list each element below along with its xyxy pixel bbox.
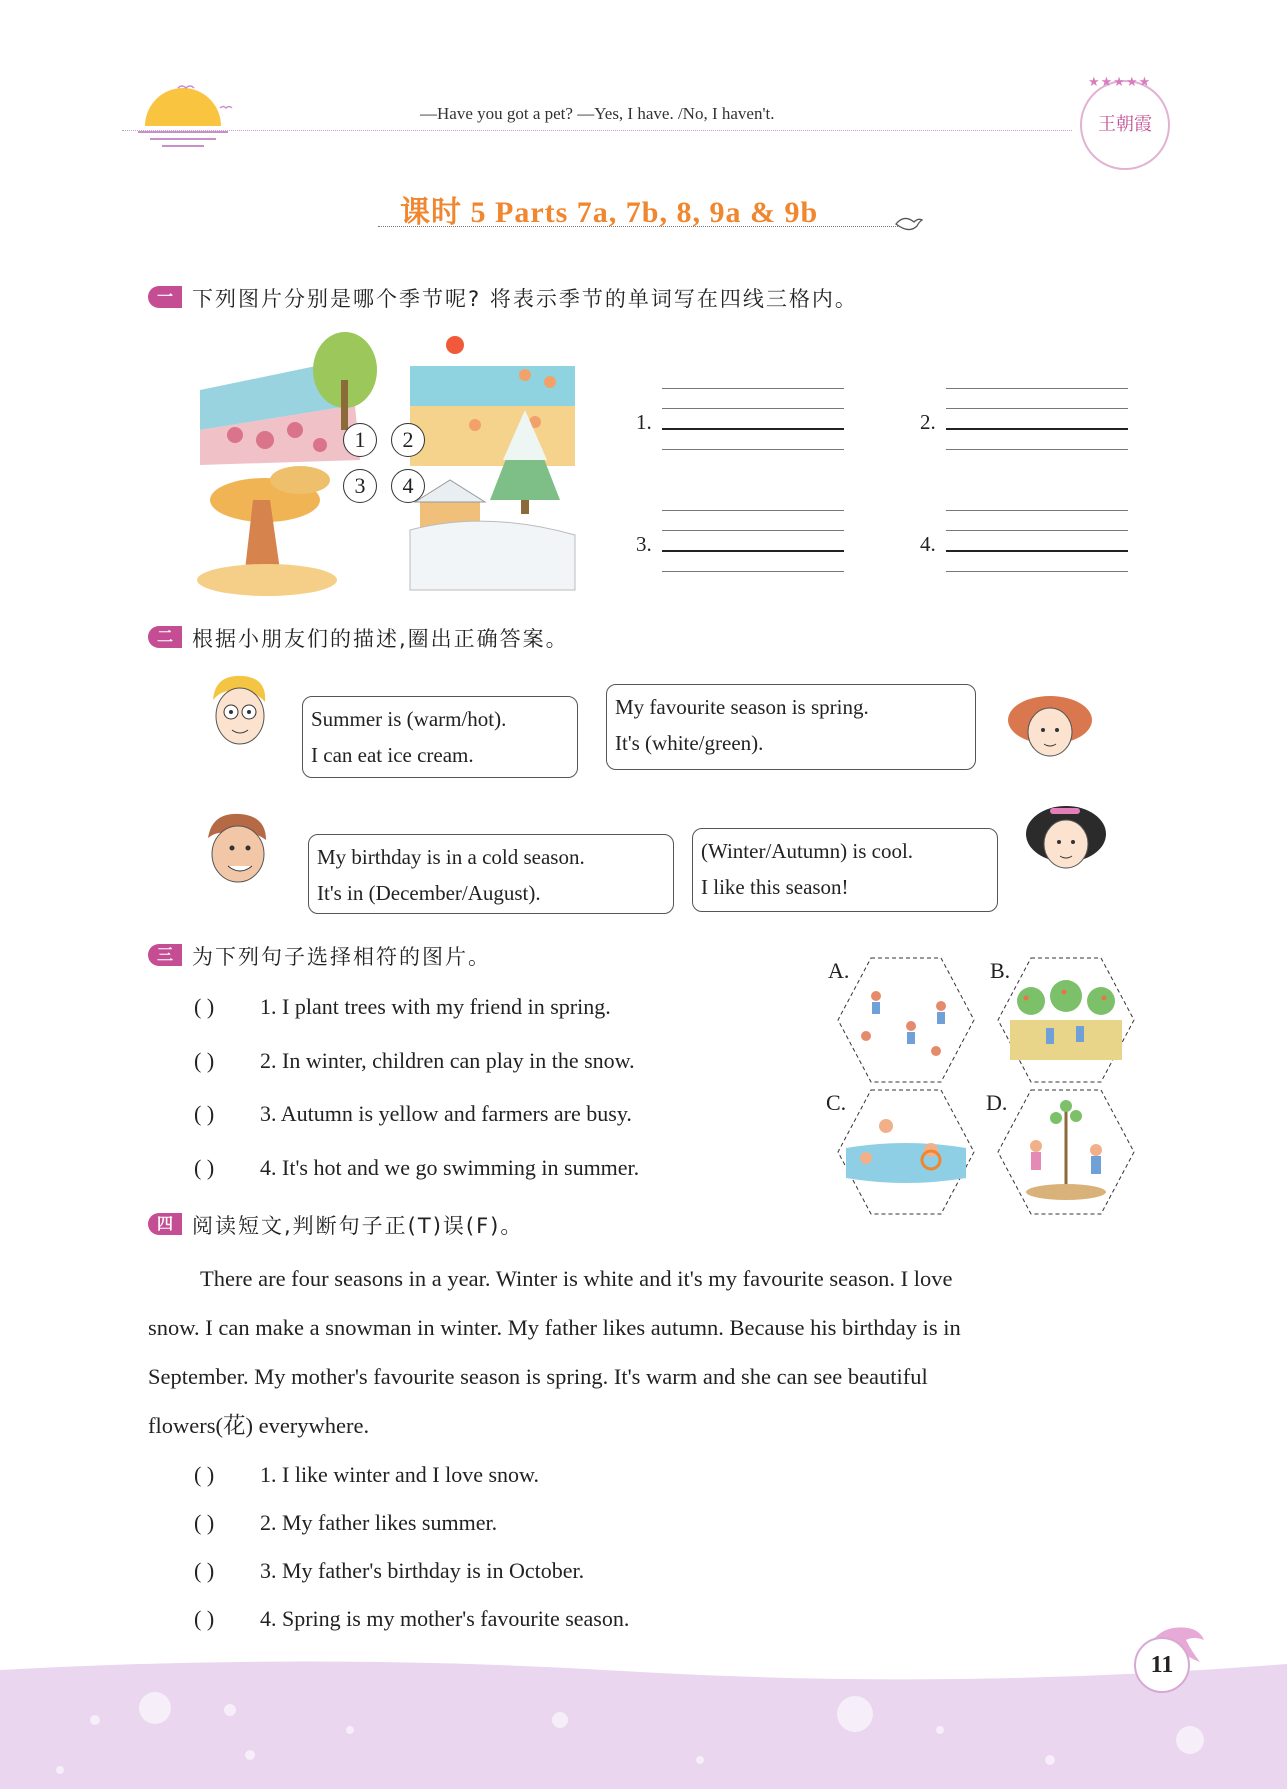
picture-number-3: 3: [343, 469, 377, 503]
answer-number-2: 2.: [920, 410, 936, 434]
running-header: —Have you got a pet? —Yes, I have. /No, I haven't.: [420, 104, 775, 123]
match-item-4: [194, 1155, 639, 1181]
section-1-title: 下列图片分别是哪个季节呢? 将表示季节的单词写在四线三格内。: [192, 287, 858, 311]
seasons-illustration: [195, 330, 590, 600]
logo-text: 王朝霞: [1098, 114, 1152, 135]
section-4-badge: 四: [148, 1213, 182, 1235]
match-sentence-3: 3. Autumn is yellow and farmers are busy.: [260, 1101, 632, 1126]
tf-answer-blank-2[interactable]: ( ): [194, 1510, 215, 1535]
brand-logo: [1080, 74, 1170, 170]
answer-number-3: 3.: [636, 532, 652, 556]
bubble-3-line-1: My birthday is in a cold season.: [317, 845, 585, 869]
match-answer-blank-2[interactable]: ( ): [194, 1048, 215, 1073]
section-1-badge: 一: [148, 286, 182, 308]
passage-line-3: September. My mother's favourite season is spring. It's warm and she can see beautiful: [148, 1364, 928, 1389]
boy-brown-face-icon: [200, 808, 280, 888]
option-a-snow-play-picture: [836, 956, 976, 1084]
bubble-3-line-2[interactable]: It's in (December/August).: [317, 881, 541, 905]
tf-answer-blank-1[interactable]: ( ): [194, 1462, 215, 1487]
option-label-c: C.: [826, 1090, 847, 1115]
girl-black-hair-face-icon: [1020, 800, 1112, 880]
match-sentence-2: 2. In winter, children can play in the snow.: [260, 1048, 635, 1073]
lesson-title: 课时 5 Parts 7a, 7b, 8, 9a & 9b: [400, 196, 819, 229]
section-3-title: 为下列句子选择相符的图片。: [192, 945, 491, 969]
tf-item-1: [194, 1462, 539, 1488]
passage-line-4: flowers(花) everywhere.: [148, 1413, 370, 1438]
title-underline: [378, 226, 898, 227]
tf-item-3: [194, 1558, 584, 1584]
bubble-2-line-1: My favourite season is spring.: [615, 695, 869, 719]
bubble-1-line-1[interactable]: Summer is (warm/hot).: [311, 707, 507, 731]
logo-stars-icon: ★★★★★: [1088, 74, 1152, 89]
match-sentence-1: 1. I plant trees with my friend in spring.: [260, 994, 611, 1019]
speech-bubble-4: [692, 828, 998, 912]
tf-sentence-3: 3. My father's birthday is in October.: [260, 1558, 585, 1583]
picture-number-1: 1: [343, 423, 377, 457]
passage-line-1: There are four seasons in a year. Winter is white and it's my favourite season. I love: [200, 1266, 953, 1291]
boy-glasses-face-icon: [205, 672, 275, 752]
match-item-1: [194, 994, 611, 1020]
bird-icon: [894, 212, 924, 234]
section-2-title: 根据小朋友们的描述,圈出正确答案。: [192, 627, 569, 651]
bubble-4-line-1[interactable]: (Winter/Autumn) is cool.: [701, 839, 914, 863]
section-4-title: 阅读短文,判断句子正(T)误(F)。: [192, 1214, 524, 1238]
match-answer-blank-1[interactable]: ( ): [194, 994, 215, 1019]
girl-curly-face-icon: [1000, 690, 1100, 765]
section-3-badge: 三: [148, 944, 182, 966]
tf-sentence-1: 1. I like winter and I love snow.: [260, 1462, 540, 1487]
option-c-swimming-picture: [836, 1088, 976, 1216]
tf-answer-blank-3[interactable]: ( ): [194, 1558, 215, 1583]
tf-answer-blank-4[interactable]: ( ): [194, 1606, 215, 1631]
bubble-1-line-2: I can eat ice cream.: [311, 743, 474, 767]
speech-bubble-2: [606, 684, 976, 770]
tf-item-2: [194, 1510, 497, 1536]
option-label-b: B.: [990, 958, 1011, 983]
match-item-2: [194, 1048, 635, 1074]
bottom-decor-band: [0, 1660, 1287, 1789]
speech-bubble-3: [308, 834, 674, 914]
answer-line-1[interactable]: [662, 388, 844, 469]
option-d-tree-planting-picture: [996, 1088, 1136, 1216]
option-label-a: A.: [828, 958, 850, 983]
answer-line-4[interactable]: [946, 510, 1128, 591]
page-number: 11: [1134, 1637, 1190, 1693]
bubble-2-line-2[interactable]: It's (white/green).: [615, 731, 764, 755]
tf-sentence-2: 2. My father likes summer.: [260, 1510, 498, 1535]
picture-number-2: 2: [391, 423, 425, 457]
tf-item-4: [194, 1606, 629, 1632]
match-answer-blank-3[interactable]: ( ): [194, 1101, 215, 1126]
option-label-d: D.: [986, 1090, 1008, 1115]
match-item-3: [194, 1101, 632, 1127]
answer-line-2[interactable]: [946, 388, 1128, 469]
bubble-4-line-2: I like this season!: [701, 875, 849, 899]
answer-number-4: 4.: [920, 532, 936, 556]
header-rule: [122, 130, 1072, 131]
reading-passage: [148, 1254, 1158, 1450]
section-2-badge: 二: [148, 626, 182, 648]
match-answer-blank-4[interactable]: ( ): [194, 1155, 215, 1180]
passage-line-2: snow. I can make a snowman in winter. My father likes autumn. Because his birthday is in: [148, 1315, 961, 1340]
answer-line-3[interactable]: [662, 510, 844, 591]
tf-sentence-4: 4. Spring is my mother's favourite season.: [260, 1606, 630, 1631]
answer-number-1: 1.: [636, 410, 652, 434]
match-sentence-4: 4. It's hot and we go swimming in summer.: [260, 1155, 640, 1180]
speech-bubble-1: [302, 696, 578, 778]
option-b-harvest-picture: [996, 956, 1136, 1084]
picture-number-4: 4: [391, 469, 425, 503]
sun-logo-icon: [120, 78, 240, 153]
